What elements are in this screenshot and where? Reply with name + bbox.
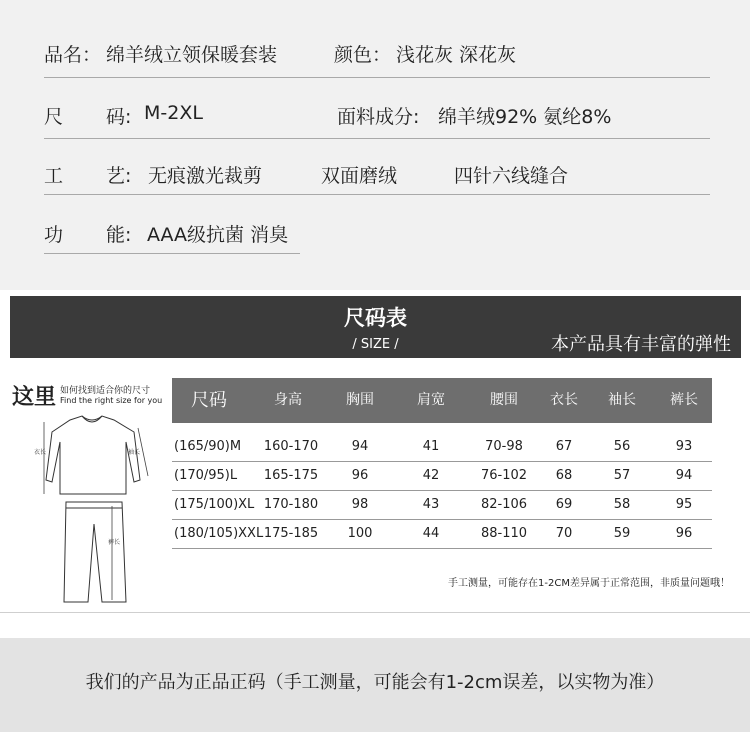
size-label-1: 尺 <box>44 106 64 128</box>
header-pants-length: 裤长 <box>670 392 698 408</box>
footer-banner <box>0 638 750 732</box>
cell-sleeve-length: 56 <box>613 439 631 454</box>
cell-pants-length: 94 <box>675 468 693 483</box>
sleeve-length-label: 袖长 <box>128 449 141 456</box>
divider <box>44 253 300 254</box>
header-height: 身高 <box>274 392 302 408</box>
name-value: 绵羊绒立领保暖套装 <box>106 44 278 66</box>
cell-shoulder: 41 <box>422 439 440 454</box>
craft-value-stitching: 四针六线缝合 <box>454 165 569 187</box>
function-value: AAA级抗菌 消臭 <box>147 224 289 246</box>
thermal-pants-illustration <box>64 502 126 602</box>
divider <box>44 138 710 139</box>
name-label: 品名： <box>44 44 102 66</box>
table-row <box>172 462 712 491</box>
color-label: 颜色： <box>334 44 392 66</box>
craft-label-1: 工 <box>44 165 64 187</box>
divider <box>44 77 710 78</box>
cell-waist: 88-110 <box>480 526 528 541</box>
cell-height: 170-180 <box>263 497 319 512</box>
cell-chest: 96 <box>351 468 369 483</box>
cell-size: (175/100)XL <box>174 497 255 512</box>
function-label-2: 能: <box>106 224 132 246</box>
cell-size: (165/90)M <box>174 439 242 454</box>
header-shoulder: 肩宽 <box>417 392 445 408</box>
footer-disclaimer: 我们的产品为正品正码（手工测量，可能会有1-2cm误差，以实物为准） <box>85 672 665 693</box>
thermal-top-illustration <box>46 416 140 494</box>
function-label-1: 功 <box>44 224 64 246</box>
header-sleeve-length: 袖长 <box>608 392 636 408</box>
header-size: 尺码 <box>191 390 227 411</box>
cell-top-length: 67 <box>555 439 573 454</box>
size-value: M-2XL <box>144 102 203 124</box>
garment-measurement-figure <box>30 414 160 610</box>
header-chest: 胸围 <box>346 392 374 408</box>
table-row <box>172 491 712 520</box>
pants-length-label: 裤长 <box>108 539 121 546</box>
size-chart-subtitle: / SIZE / <box>352 337 399 352</box>
fabric-value: 绵羊绒92% 氨纶8% <box>438 106 612 128</box>
cell-size: (180/105)XXL <box>174 526 264 541</box>
size-guide-cn: 如何找到适合你的尺寸 <box>60 386 151 396</box>
cell-top-length: 70 <box>555 526 573 541</box>
cell-sleeve-length: 59 <box>613 526 631 541</box>
cell-waist: 76-102 <box>480 468 528 483</box>
table-row <box>172 520 712 549</box>
cell-height: 175-185 <box>263 526 319 541</box>
cell-waist: 70-98 <box>485 439 523 454</box>
measurement-note: 手工测量，可能存在1-2CM差异属于正常范围，非质量问题哦！ <box>448 578 730 589</box>
cell-shoulder: 42 <box>422 468 440 483</box>
cell-chest: 98 <box>351 497 369 512</box>
size-guide-en: Find the right size for you <box>60 396 163 405</box>
table-row <box>172 433 712 462</box>
color-value: 浅花灰 深花灰 <box>396 44 517 66</box>
cell-shoulder: 43 <box>422 497 440 512</box>
craft-label-2: 艺: <box>106 165 132 187</box>
section-divider <box>0 612 750 613</box>
cell-chest: 94 <box>351 439 369 454</box>
size-chart-banner <box>10 296 741 358</box>
size-guide-title: 这里 <box>12 385 57 410</box>
cell-shoulder: 44 <box>422 526 440 541</box>
cell-sleeve-length: 57 <box>613 468 631 483</box>
cell-top-length: 69 <box>555 497 573 512</box>
cell-waist: 82-106 <box>480 497 528 512</box>
size-table-header <box>172 378 712 423</box>
craft-value-laser: 无痕激光裁剪 <box>148 165 263 187</box>
cell-pants-length: 93 <box>675 439 693 454</box>
header-top-length: 衣长 <box>550 392 578 408</box>
size-label-2: 码: <box>106 106 132 128</box>
cell-height: 165-175 <box>263 468 319 483</box>
top-length-label: 衣长 <box>34 449 47 456</box>
cell-pants-length: 95 <box>675 497 693 512</box>
fabric-label: 面料成分: <box>337 106 420 128</box>
header-waist: 腰围 <box>490 392 518 408</box>
size-chart-header <box>0 292 750 362</box>
cell-sleeve-length: 58 <box>613 497 631 512</box>
product-spec-section <box>0 0 750 290</box>
size-chart-title: 尺码表 <box>344 306 407 330</box>
cell-height: 160-170 <box>263 439 319 454</box>
cell-top-length: 68 <box>555 468 573 483</box>
divider <box>44 194 710 195</box>
cell-size: (170/95)L <box>174 468 238 483</box>
cell-pants-length: 96 <box>675 526 693 541</box>
craft-value-brushed: 双面磨绒 <box>321 165 398 187</box>
elasticity-slogan: 本产品具有丰富的弹性 <box>551 334 731 355</box>
cell-chest: 100 <box>347 526 373 541</box>
